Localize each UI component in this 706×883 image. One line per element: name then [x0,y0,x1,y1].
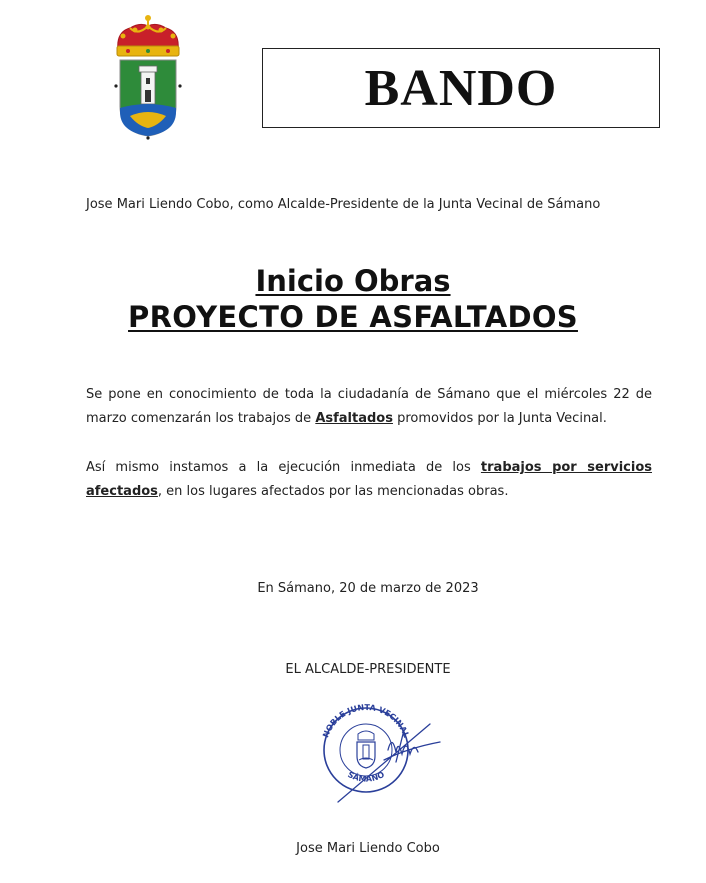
bando-title: BANDO [364,59,558,117]
svg-text:SÁMANO [346,770,386,784]
paragraph-1-text-b: promovidos por la Junta Vecinal. [392,411,607,426]
document-title [0,263,706,335]
asfaltados-emphasis: Asfaltados [315,411,393,426]
signatory-role: EL ALCALDE-PRESIDENTE [285,662,451,677]
paragraph-2-text-b: , en los lugares afectados por las mencionadas obras. [157,484,509,499]
signer-name: Jose Mari Liendo Cobo [296,841,440,856]
trabajos-emphasis: trabajos por servicios [480,460,652,475]
paragraph-2-line-2 [86,480,652,504]
official-stamp-icon [304,690,450,810]
seal-text-top: NOBLE JUNTA VECINAL [321,702,411,739]
paragraph-1-line-2 [86,407,652,431]
paragraph-1-text-a: marzo comenzarán los trabajos de [86,411,316,426]
bando-header-box [262,48,660,128]
paragraph-1-line-1: Se pone en conocimiento de toda la ciudadanía de Sámano que el miércoles 22 de [86,387,652,402]
intro-line: Jose Mari Liendo Cobo, como Alcalde-Presidente de la Junta Vecinal de Sámano [86,197,601,212]
date-line: En Sámano, 20 de marzo de 2023 [257,581,479,596]
coat-of-arms-icon [108,8,188,140]
paragraph-1 [86,383,652,431]
title-line-1: Inicio Obras [255,264,451,298]
title-line-2: PROYECTO DE ASFALTADOS [128,300,578,334]
paragraph-2 [86,456,652,504]
seal-text-bottom: SÁMANO [346,770,386,784]
afectados-emphasis: afectados [86,484,158,499]
paragraph-2-text-a: Así mismo instamos a la ejecución inmediata de los [86,460,481,475]
paragraph-2-line-1 [86,456,652,480]
